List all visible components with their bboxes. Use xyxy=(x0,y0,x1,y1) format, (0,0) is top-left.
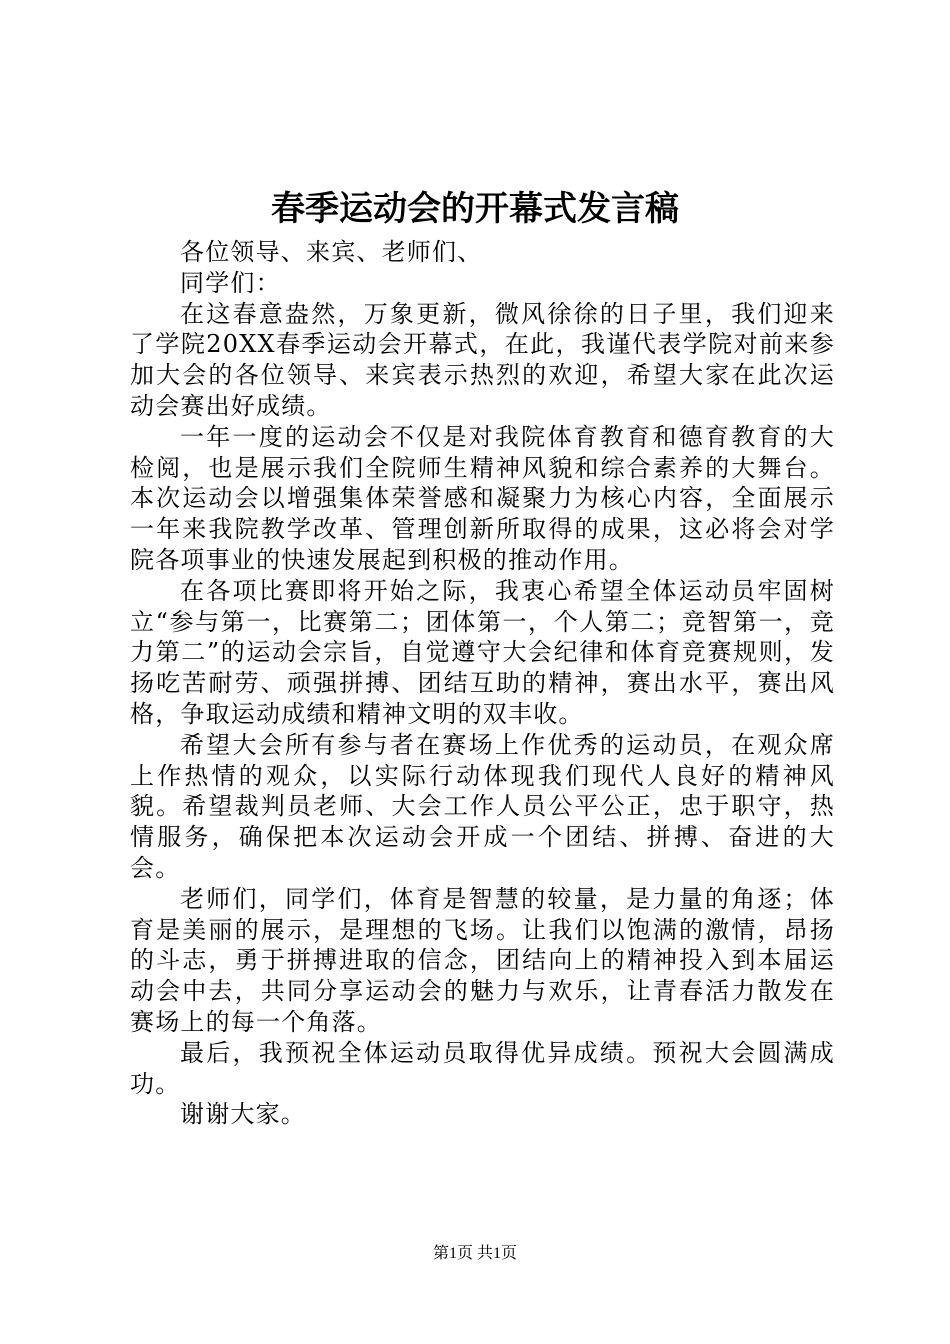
paragraph-teachers-students: 老师们，同学们，体育是智慧的较量，是力量的角逐；体育是美丽的展示，是理想的飞场。让我们以饱满的激情，昂扬的斗志，勇于拼搏进取的信念，团结向上的精神投入到本届运动会中去，共同分享运动会的魅力与欢乐，让青春活力散发在赛场上的每一个角落。 xyxy=(130,884,835,1036)
paragraph-welcome: 在这春意盎然，万象更新，微风徐徐的日子里，我们迎来了学院20XX春季运动会开幕式，在此，我谨代表学院对前来参加大会的各位领导、来宾表示热烈的欢迎，希望大家在此次运动会赛出好成绩。 xyxy=(130,299,835,420)
paragraph-athletes: 在各项比赛即将开始之际，我衷心希望全体运动员牢固树立“参与第一，比赛第二；团体第一，个人第二；竞智第一，竞力第二”的运动会宗旨，自觉遵守大会纪律和体育竞赛规则，发扬吃苦耐劳、顽强拼搏、团结互助的精神，赛出水平，赛出风格，争取运动成绩和精神文明的双丰收。 xyxy=(130,576,835,728)
salutation-line-1: 各位领导、来宾、老师们、 xyxy=(180,238,483,266)
paragraph-participants: 希望大会所有参与者在赛场上作优秀的运动员，在观众席上作热情的观众，以实际行动体现我们现代人良好的精神风貌。希望裁判员老师、大会工作人员公平公正，忠于职守，热情服务，确保把本次运动会开成一个团结、拼搏、奋进的大会。 xyxy=(130,730,835,882)
paragraph-final-wishes: 最后，我预祝全体运动员取得优异成绩。预祝大会圆满成功。 xyxy=(130,1038,835,1098)
salutation-line-2: 同学们： xyxy=(180,268,281,297)
page-number-footer: 第1页 共1页 xyxy=(432,1245,517,1262)
closing-line: 谢谢大家。 xyxy=(180,1100,306,1129)
document-body xyxy=(130,237,835,1130)
paragraph-significance: 一年一度的运动会不仅是对我院体育教育和德育教育的大检阅，也是展示我们全院师生精神风貌和综合素养的大舞台。本次运动会以增强集体荣誉感和凝聚力为核心内容，全面展示一年来我院教学改革、管理创新所取得的成果，这必将会对学院各项事业的快速发展起到积极的推动作用。 xyxy=(130,422,835,574)
document-title: 春季运动会的开幕式发言稿 xyxy=(271,189,679,229)
